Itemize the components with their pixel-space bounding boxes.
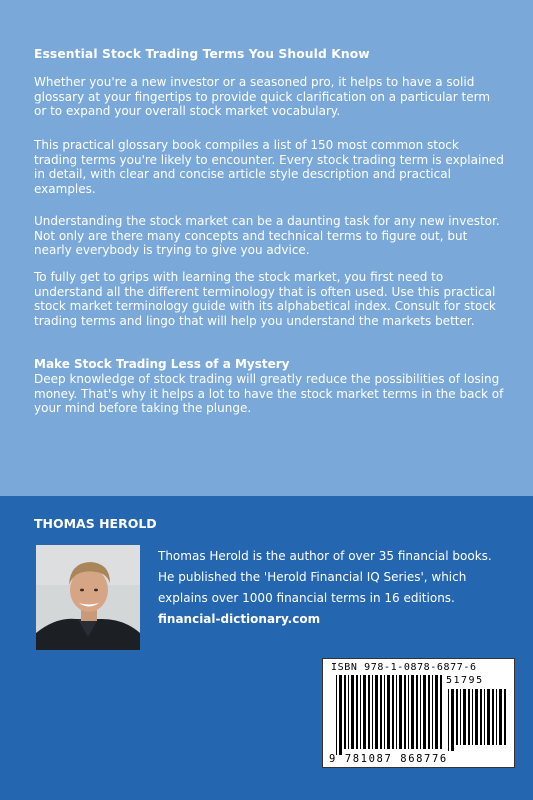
addon-barcode-bars — [447, 689, 507, 751]
description-heading: Essential Stock Trading Terms You Should Know — [34, 47, 370, 61]
barcode-bar — [428, 675, 430, 749]
barcode-bar — [360, 675, 361, 749]
barcode-bar — [356, 675, 358, 749]
barcode-addon-number: 51795 — [446, 675, 484, 686]
description-paragraph: Whether you're a new investor or a seasoned pro, it helps to have a solid glossary at your fingertips to provide quick clarification on a particular term or to expand your overall stock market vocabulary. — [34, 75, 491, 119]
barcode-bar — [435, 675, 438, 749]
barcode-bar — [380, 675, 382, 749]
author-photo — [36, 545, 140, 650]
barcode-bar — [392, 675, 394, 749]
author-bio: Thomas Herold is the author of over 35 financial books. He published the 'Herold Financial IQ Series', which explains over 1000 financial terms in 16 editions. — [158, 549, 492, 605]
barcode-bar — [351, 675, 354, 749]
barcode-bar — [496, 689, 497, 745]
barcode-bar — [460, 689, 461, 745]
barcode-bar — [423, 675, 426, 749]
barcode-bar — [468, 689, 470, 745]
barcode-bar — [456, 689, 458, 745]
barcode-bar — [411, 675, 414, 749]
barcode-bar — [404, 675, 406, 749]
barcode-bar — [504, 689, 506, 745]
barcode-bar — [463, 689, 466, 745]
description-paragraph: This practical glossary book compiles a list of 150 most common stock trading terms you're likely to encounter. Every stock trading term is explained in detail, with clear and concise article style description and practical examples. — [34, 138, 504, 197]
author-website: financial-dictionary.com — [158, 612, 321, 626]
barcode-bar — [475, 689, 478, 745]
barcode-bar — [399, 675, 402, 749]
barcode-bar — [348, 675, 349, 749]
description-paragraph: Understanding the stock market can be a daunting task for any new investor. Not only are there many concepts and technical terms to figure out, but nearly everybody is trying to give you advice. — [34, 214, 500, 258]
barcode-bar — [387, 675, 390, 749]
barcode-bar — [408, 675, 409, 749]
description-paragraph: To fully get to grips with learning the stock market, you first need to understand all the different terminology that is often used. Use this practical stock market terminology guide with its alphabetical index. Consult for stock trading terms and lingo that will help you understand the markets better. — [34, 270, 496, 329]
barcode-box — [322, 658, 515, 768]
barcode-bar — [487, 689, 490, 745]
author-portrait-icon — [36, 545, 140, 650]
barcode-bar — [484, 689, 485, 745]
barcode-bar — [336, 675, 337, 755]
barcode-bar — [396, 675, 397, 749]
barcode-bar — [384, 675, 385, 749]
barcode-bar — [448, 689, 449, 751]
author-name: THOMAS HEROLD — [34, 516, 157, 531]
barcode-bar — [499, 689, 502, 745]
barcode-bar — [420, 675, 421, 749]
barcode-bar — [440, 675, 442, 749]
closing-paragraph: Deep knowledge of stock trading will greatly reduce the possibilities of losing money. That's why it helps a lot to have the stock market terms in the back of your mind before taking the plunge. — [34, 372, 504, 416]
barcode-bar — [416, 675, 418, 749]
description-subheading: Make Stock Trading Less of a Mystery — [34, 357, 290, 371]
barcode-bar — [492, 689, 494, 745]
barcode-bar — [363, 675, 366, 749]
barcode-bar — [451, 689, 454, 751]
barcode-bar — [372, 675, 373, 749]
barcode-bar — [432, 675, 433, 749]
barcode-bar — [368, 675, 370, 749]
barcode-bar — [344, 675, 346, 749]
barcode-bar — [339, 675, 342, 755]
barcode-bar — [480, 689, 482, 745]
isbn-label: ISBN 978-1-0878-6877-6 — [331, 662, 477, 673]
barcode-bars — [335, 675, 445, 755]
barcode-bar — [472, 689, 473, 745]
barcode-number: 9 781087 868776 — [329, 753, 448, 765]
barcode-bar — [375, 675, 378, 749]
